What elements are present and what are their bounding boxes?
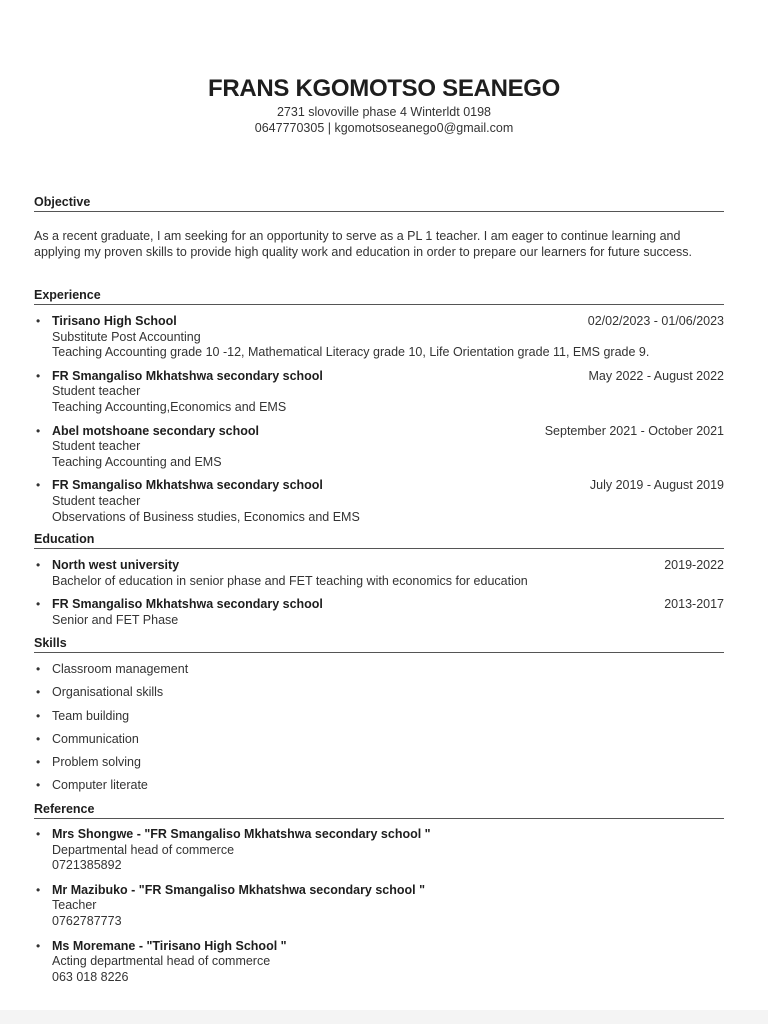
- candidate-name: FRANS KGOMOTSO SEANEGO: [207, 75, 561, 102]
- experience-desc: Teaching Accounting and EMS: [52, 454, 222, 469]
- education-institution: • North west university: [52, 558, 180, 572]
- experience-date: 02/02/2023 - 01/06/2023: [587, 314, 724, 328]
- skills-heading: Skills: [34, 636, 724, 653]
- skill-item: • Team building: [34, 705, 724, 728]
- experience-item: [34, 424, 724, 471]
- reference-heading: Reference: [34, 802, 724, 819]
- skill-item: • Classroom management: [34, 658, 724, 681]
- education-list: [34, 558, 724, 628]
- experience-school: • Tirisano High School: [52, 314, 177, 328]
- reference-phone: 063 018 8226: [52, 969, 129, 984]
- experience-desc: Teaching Accounting grade 10 -12, Mathematical Literacy grade 10, Life Orientation grade 11, EMS grade 9.: [52, 345, 650, 360]
- reference-role: Teacher: [52, 898, 97, 913]
- address-line: 2731 slovoville phase 4 Winterldt 0198: [276, 105, 492, 119]
- experience-role: Substitute Post Accounting: [52, 329, 201, 344]
- experience-school: • FR Smangaliso Mkhatshwa secondary school: [52, 478, 323, 493]
- reference-phone: 0762787773: [52, 913, 122, 928]
- reference-name: • Mr Mazibuko - "FR Smangaliso Mkhatshwa secondary school ": [52, 882, 426, 897]
- experience-list: [34, 314, 724, 525]
- reference-list: [34, 827, 724, 985]
- skill-item: • Organisational skills: [34, 681, 724, 704]
- reference-name: • Mrs Shongwe - "FR Smangaliso Mkhatshwa secondary school ": [52, 827, 431, 841]
- experience-desc: Observations of Business studies, Economics and EMS: [52, 509, 360, 524]
- experience-item: [34, 314, 724, 361]
- skill-item: • Communication: [34, 728, 724, 751]
- education-institution: • FR Smangaliso Mkhatshwa secondary school: [52, 597, 323, 612]
- experience-role: Student teacher: [52, 493, 141, 508]
- experience-role: Student teacher: [52, 384, 141, 399]
- contact-line: 0647770305 | kgomotsoseanego0@gmail.com: [254, 121, 514, 135]
- experience-school: • FR Smangaliso Mkhatshwa secondary school: [52, 368, 323, 383]
- education-heading: Education: [34, 532, 724, 549]
- reference-item: [34, 939, 724, 986]
- experience-desc: Teaching Accounting,Economics and EMS: [52, 399, 287, 414]
- reference-item: [34, 827, 724, 874]
- experience-date: July 2019 - August 2019: [589, 478, 724, 493]
- reference-role: Departmental head of commerce: [52, 842, 235, 857]
- education-date: 2019-2022: [664, 558, 724, 572]
- education-desc: Senior and FET Phase: [52, 612, 179, 627]
- objective-text: As a recent graduate, I am seeking for an opportunity to serve as a PL 1 teacher. I am eager to continue learning and applying my proven skills to provide high quality work and education in order to prepare our learners for future success.: [34, 229, 692, 259]
- experience-role: Student teacher: [52, 439, 141, 454]
- skill-item: • Computer literate: [34, 774, 724, 797]
- resume-header: [0, 74, 768, 136]
- reference-phone: 0721385892: [52, 858, 122, 873]
- experience-school: • Abel motshoane secondary school: [52, 423, 259, 438]
- education-desc: Bachelor of education in senior phase and FET teaching with economics for education: [52, 573, 528, 588]
- education-date: 2013-2017: [664, 597, 724, 612]
- reference-item: [34, 883, 724, 930]
- education-item: [34, 558, 724, 589]
- skills-list: [34, 658, 724, 798]
- experience-heading: Experience: [34, 288, 724, 305]
- reference-role: Acting departmental head of commerce: [52, 954, 271, 969]
- experience-date: September 2021 - October 2021: [544, 423, 724, 438]
- education-item: [34, 597, 724, 628]
- reference-name: • Ms Moremane - "Tirisano High School ": [52, 938, 287, 953]
- objective-heading: Objective: [34, 195, 724, 212]
- experience-date: May 2022 - August 2022: [588, 368, 724, 383]
- experience-item: [34, 369, 724, 416]
- skill-item: • Problem solving: [34, 751, 724, 774]
- experience-item: [34, 478, 724, 525]
